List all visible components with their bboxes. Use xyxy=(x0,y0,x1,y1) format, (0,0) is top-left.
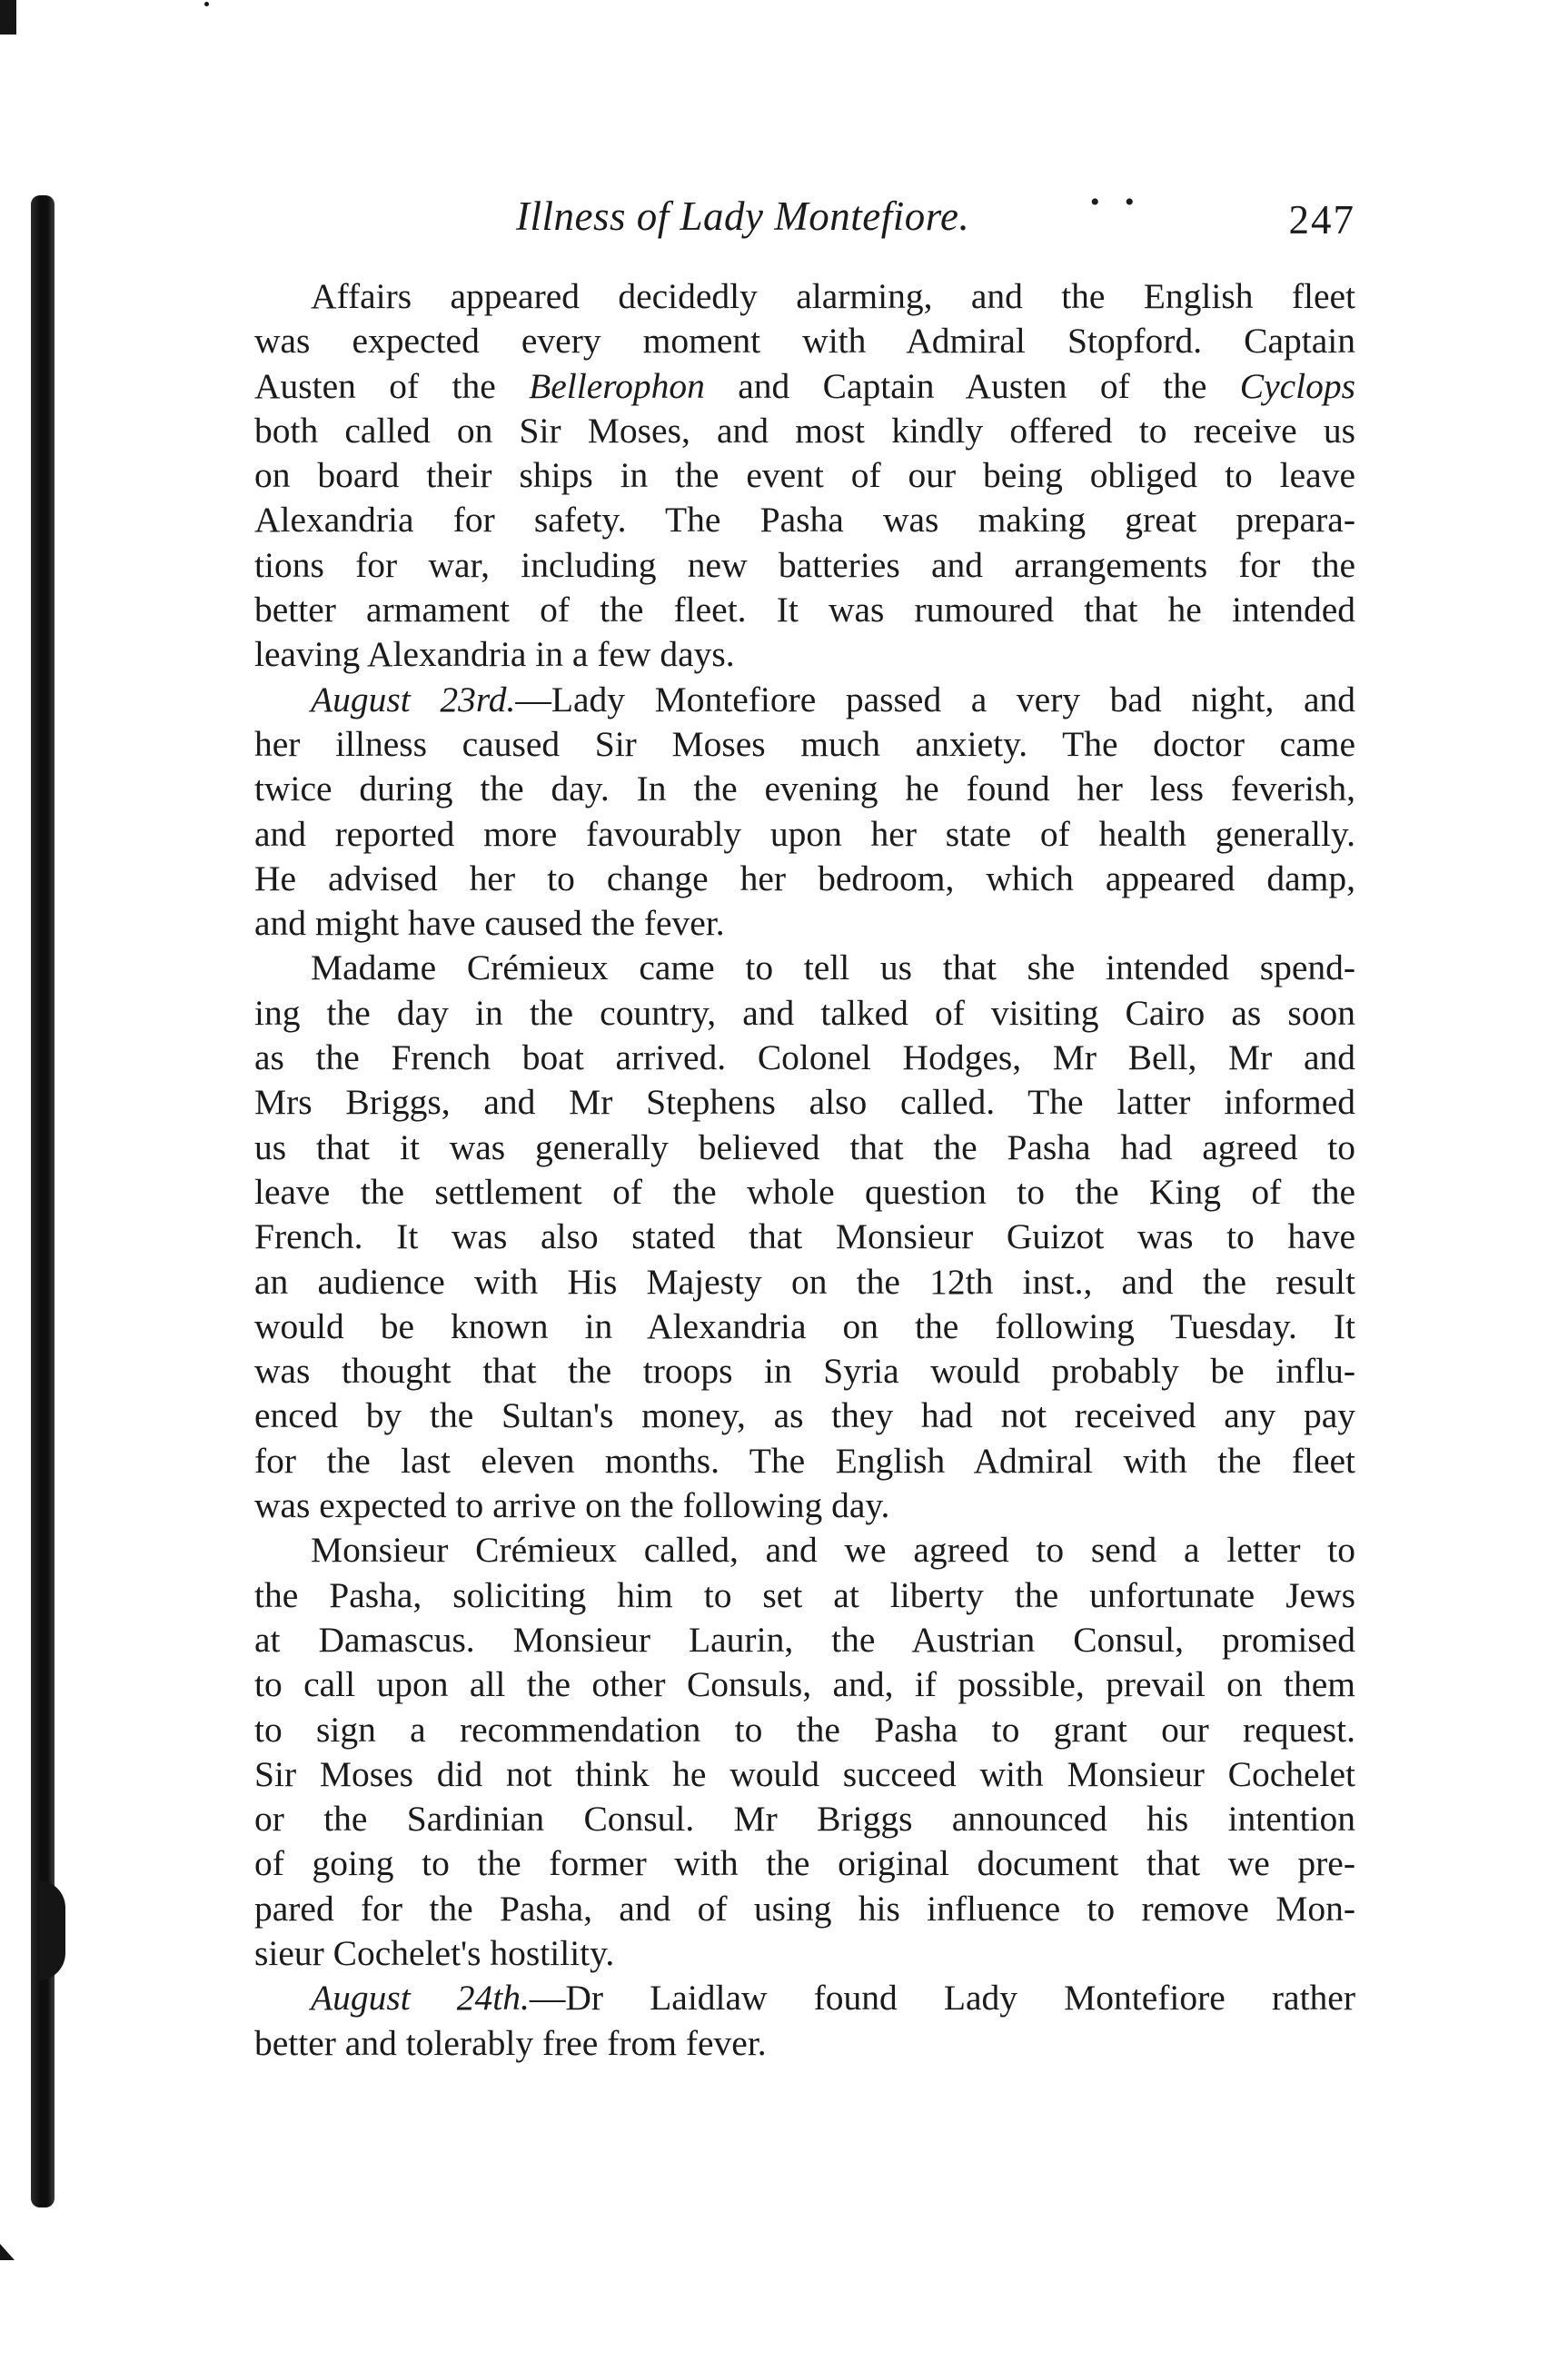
text-line xyxy=(254,857,1355,901)
text-line xyxy=(254,1841,1355,1886)
text-segment: at Damascus. Monsieur Laurin, the Austrian Consul, promised xyxy=(254,1619,1355,1660)
text-segment: and Captain Austen of the xyxy=(704,365,1240,406)
text-line xyxy=(254,1305,1355,1349)
text-segment: Madame Crémieux came to tell us that she intended spend- xyxy=(311,947,1355,988)
text-segment: leave the settlement of the whole question to the King of the xyxy=(254,1171,1355,1212)
text-line xyxy=(254,274,1355,319)
text-segment: was thought that the troops in Syria would probably be influ- xyxy=(254,1351,1355,1392)
text-segment: as the French boat arrived. Colonel Hodges, Mr Bell, Mr and xyxy=(254,1037,1355,1078)
text-segment: the Pasha, soliciting him to set at liberty the unfortunate Jews xyxy=(254,1574,1355,1615)
text-segment: sieur Cochelet's hostility. xyxy=(254,1932,615,1973)
text-line xyxy=(254,1394,1355,1438)
text-line xyxy=(254,1126,1355,1170)
text-segment: leaving Alexandria in a few days. xyxy=(254,634,735,675)
text-line xyxy=(254,812,1355,857)
text-segment: ing the day in the country, and talked of visiting Cairo as soon xyxy=(254,992,1355,1033)
text-segment: Mrs Briggs, and Mr Stephens also called. The latter informed xyxy=(254,1082,1355,1123)
text-line xyxy=(254,1931,1355,1976)
italic-text-segment: August 23rd. xyxy=(311,679,516,719)
text-segment: or the Sardinian Consul. Mr Briggs announced his intention xyxy=(254,1799,1355,1840)
text-segment: —Dr Laidlaw found Lady Montefiore rather xyxy=(529,1978,1355,2019)
text-segment: tions for war, including new batteries and arrangements for the xyxy=(254,544,1355,585)
text-line xyxy=(254,1797,1355,1841)
text-line xyxy=(254,1887,1355,1931)
text-line xyxy=(254,722,1355,767)
text-segment: us that it was generally believed that the Pasha had agreed to xyxy=(254,1126,1355,1167)
text-line xyxy=(254,901,1355,946)
text-line xyxy=(254,1618,1355,1662)
text-line xyxy=(254,1573,1355,1618)
text-line xyxy=(254,1976,1355,2020)
text-segment: Alexandria for safety. The Pasha was making great prepara- xyxy=(254,500,1355,541)
running-head xyxy=(254,187,1355,247)
text-segment: twice during the day. In the evening he found her less feverish, xyxy=(254,769,1355,809)
text-line xyxy=(254,767,1355,811)
text-line xyxy=(254,991,1355,1036)
text-segment: Affairs appeared decidedly alarming, and the English fleet xyxy=(311,276,1355,316)
text-segment: Monsieur Crémieux called, and we agreed to send a letter to xyxy=(311,1530,1355,1571)
italic-text-segment: August 24th. xyxy=(311,1978,530,2019)
text-line xyxy=(254,678,1355,722)
text-segment: was expected to arrive on the following day. xyxy=(254,1485,890,1526)
italic-text-segment: Cyclops xyxy=(1239,365,1355,406)
text-segment: Sir Moses did not think he would succeed with Monsieur Cochelet xyxy=(254,1753,1355,1794)
text-segment: —Lady Montefiore passed a very bad night, and xyxy=(515,679,1356,719)
text-line xyxy=(254,498,1355,542)
italic-text-segment: Bellerophon xyxy=(529,365,705,406)
text-segment: her illness caused Sir Moses much anxiety. The doctor came xyxy=(254,723,1355,764)
text-segment: would be known in Alexandria on the following Tuesday. It xyxy=(254,1305,1355,1346)
text-line xyxy=(254,1662,1355,1707)
running-head-marks: • • xyxy=(1090,187,1144,217)
text-segment: better and tolerably free from fever. xyxy=(254,2022,767,2063)
text-segment: for the last eleven months. The English Admiral with the fleet xyxy=(254,1440,1355,1481)
running-title: Illness of Lady Montefiore. xyxy=(516,193,970,239)
text-segment: of going to the former with the original document that we pre- xyxy=(254,1843,1355,1884)
text-segment: to sign a recommendation to the Pasha to grant our request. xyxy=(254,1709,1355,1750)
text-line xyxy=(254,1752,1355,1797)
text-line xyxy=(254,1080,1355,1125)
text-line xyxy=(254,1170,1355,1215)
text-line xyxy=(254,1708,1355,1752)
text-segment: and reported more favourably upon her state of health generally. xyxy=(254,813,1355,854)
text-segment: pared for the Pasha, and of using his influence to remove Mon- xyxy=(254,1888,1355,1929)
text-line xyxy=(254,319,1355,363)
text-segment: better armament of the fleet. It was rumoured that he intended xyxy=(254,590,1355,630)
text-line xyxy=(254,453,1355,498)
text-line xyxy=(254,1349,1355,1394)
text-segment: He advised her to change her bedroom, which appeared damp, xyxy=(254,858,1355,898)
text-segment: to call upon all the other Consuls, and, if possible, prevail on them xyxy=(254,1664,1355,1705)
text-line xyxy=(254,1036,1355,1080)
text-line xyxy=(254,632,1355,677)
text-segment: an audience with His Majesty on the 12th inst., and the result xyxy=(254,1261,1355,1302)
text-line xyxy=(254,1439,1355,1483)
body-text xyxy=(254,274,1355,2066)
scan-edge-corner xyxy=(0,2244,15,2260)
text-segment: and might have caused the fever. xyxy=(254,903,725,944)
scan-gutter-notch xyxy=(38,1880,65,1980)
text-line xyxy=(254,409,1355,453)
text-segment: both called on Sir Moses, and most kindly offered to receive us xyxy=(254,410,1355,451)
text-segment: was expected every moment with Admiral Stopford. Captain xyxy=(254,321,1355,362)
text-line xyxy=(254,1483,1355,1528)
text-line xyxy=(254,1260,1355,1305)
text-segment: enced by the Sultan's money, as they had not received any pay xyxy=(254,1395,1355,1436)
text-line xyxy=(254,2021,1355,2066)
text-line xyxy=(254,543,1355,588)
text-segment: on board their ships in the event of our being obliged to leave xyxy=(254,455,1355,496)
text-segment: French. It was also stated that Monsieur Guizot was to have xyxy=(254,1216,1355,1257)
text-line xyxy=(254,364,1355,409)
scan-edge-mark xyxy=(0,0,16,35)
text-line xyxy=(254,1528,1355,1572)
text-line xyxy=(254,588,1355,632)
text-line xyxy=(254,1215,1355,1259)
page-number: 247 xyxy=(1288,197,1355,243)
text-segment: Austen of the xyxy=(254,365,530,406)
text-line xyxy=(254,946,1355,990)
scan-speck xyxy=(204,2,209,6)
